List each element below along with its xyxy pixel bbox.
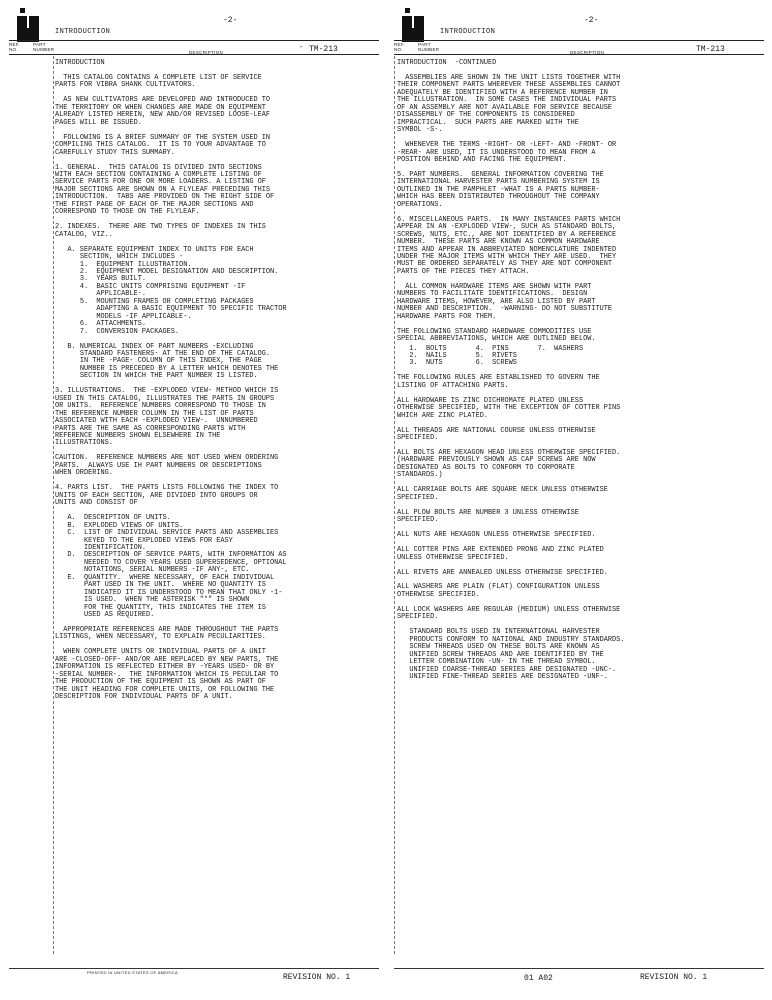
- tm-number: TM-213: [309, 45, 338, 54]
- paragraph: ASSEMBLIES ARE SHOWN IN THE UNIT LISTS TOGETHER WITH THEIR COMPONENT PARTS WHEREVER THESE ASSEMBLIES CANNOT ADEQUATELY BE IDENTIFIED WITH A REFERENCE NUMBER IN THE ILLUSTRATION. IN SOME CASES THE INDIVIDUAL PARTS OF AN ASSEMBLY ARE NOT AVAILABLE FOR SERVICE BECAUSE DISASSEMBLY OF THE COMPONENTS IS CONSIDERED IMPRACTICAL. SUCH PARTS ARE MARKED WITH THE SYMBOL -S-.: [397, 73, 621, 135]
- paragraph: WHEN COMPLETE UNITS OR INDIVIDUAL PARTS OF A UNIT ARE -CLOSED-OFF- AND/OR ARE REPLACED BY NEW PARTS, THE INFORMATION IS REFLECTED EITHER BY -YEARS USED- OR BY -SERIAL NUMBER-. THE INFORMATION WHICH IS PECULIAR TO THE PRODUCTION OF THE EQUIPMENT IS SHOWN AS PART OF THE UNIT HEADING FOR COMPLETE UNITS, OR FOLLOWING THE DESCRIPTION FOR INDIVIDUAL PARTS OF A UNIT.: [55, 648, 279, 702]
- paragraph: ALL COMMON HARDWARE ITEMS ARE SHOWN WITH PART NUMBERS TO FACILITATE IDENTIFICATIONS. DESIGN HARDWARE ITEMS, HOWEVER, ARE ALSO LISTED BY PART NUMBER AND DESCRIPTION. -WARNING- DO NOT SUBSTITUTE HARDWARE PARTS FOR THEM.: [397, 282, 613, 321]
- header-title: INTRODUCTION: [440, 28, 496, 36]
- page-number: -2-: [584, 16, 599, 25]
- number-label: NUMBER: [418, 47, 440, 52]
- rule-item: ALL THREADS ARE NATIONAL COURSE UNLESS OTHERWISE SPECIFIED.: [397, 426, 596, 443]
- column-header-rule: [394, 54, 764, 55]
- paragraph: THIS CATALOG CONTAINS A COMPLETE LIST OF SERVICE PARTS FOR VIBRA SHANK CULTIVATORS.: [55, 73, 262, 90]
- abbreviations-intro: THE FOLLOWING STANDARD HARDWARE COMMODITIES USE SPECIAL ABBREVIATIONS, WHICH ARE OUTLINED BELOW.: [397, 327, 596, 344]
- column-header-rule: [9, 54, 379, 55]
- rule-item: STANDARD BOLTS USED IN INTERNATIONAL HARVESTER PRODUCTS CONFORM TO NATIONAL AND INDUSTRY STANDARDS. SCREW THREADS USED ON THESE BOLTS ARE KNOWN AS UNIFIED SCREW THREADS AND ARE IDENTIFIED BY THE LETTER COMBINATION -UN- IN THE THREAD SYMBOL. UNIFIED COARSE-THREAD SERIES ARE DESIGNATED -UNC-. UNIFIED FINE-THREAD SERIES ARE DESIGNATED -UNF-.: [409, 628, 625, 681]
- paragraph-indexes: 2. INDEXES. THERE ARE TWO TYPES OF INDEXES IN THIS CATALOG, VIZ..: [55, 223, 266, 239]
- ih-logo-icon: [402, 8, 426, 42]
- footer-rule: [394, 968, 764, 969]
- left-page: [9, 8, 379, 993]
- paragraph: FOLLOWING IS A BRIEF SUMMARY OF THE SYSTEM USED IN COMPILING THIS CATALOG. IT IS TO YOUR ADVANTAGE TO CAREFULLY STUDY THIS SUMMARY.: [55, 133, 271, 157]
- section-heading: INTRODUCTION: [55, 59, 105, 67]
- rule-item: THE FOLLOWING RULES ARE ESTABLISHED TO GOVERN THE LISTING OF ATTACHING PARTS.: [397, 374, 600, 390]
- column-header-description: DESCRIPTION: [189, 50, 224, 55]
- footer-printed-note: PRINTED IN UNITED STATES OF AMERICA: [87, 970, 179, 975]
- column-header-part-number: [33, 42, 73, 52]
- index-list-a: A. SEPARATE EQUIPMENT INDEX TO UNITS FOR EACH SECTION, WHICH INCLUDES - 1. EQUIPMENT ILLUSTRATION. 2. EQUIPMENT MODEL DESIGNATION AND DESCRIPTION. 3. YEARS BUILT. 4. BASIC UNITS COMPRISING EQUIPMENT -IF APPLICABLE-. 5. MOUNTING FRAMES OR COMPLETING PACKAGES ADAPTING A BASIC EQUIPMENT TO SPECIFIC TRACTOR MODELS -IF APPLICABLE-. 6. ATTACHMENTS. 7. CONVERSION PACKAGES.: [67, 245, 287, 336]
- tm-dash: -: [299, 44, 304, 52]
- margin-line: [394, 56, 395, 954]
- rule-item: ALL BOLTS ARE HEXAGON HEAD UNLESS OTHERWISE SPECIFIED. (HARDWARE PREVIOUSLY SHOWN AS CAP SCREWS ARE NOW DESIGNATED AS BOLTS TO CONFORM TO CORPORATE STANDARDS.): [397, 449, 621, 480]
- part-label: PART: [418, 42, 431, 47]
- paragraph-parts-list: 4. PARTS LIST. THE PARTS LISTS FOLLOWING THE INDEX TO UNITS OF EACH SECTION, ARE DIVIDED INTO GROUPS OR UNITS AND CONSIST OF: [55, 484, 279, 508]
- header-rule: [394, 40, 764, 41]
- column-header-part-number: [418, 42, 458, 52]
- column-header-description: DESCRIPTION: [570, 50, 605, 55]
- footer-rule: [9, 968, 379, 969]
- rule-item: ALL CARRIAGE BOLTS ARE SQUARE NECK UNLESS OTHERWISE SPECIFIED.: [397, 486, 608, 502]
- paragraph: WHENEVER THE TERMS -RIGHT- OR -LEFT- AND -FRONT- OR -REAR- ARE USED, IT IS UNDERSTOOD TO MEAN FROM A POSITION BEHIND AND FACING THE EQUIPMENT.: [397, 141, 617, 164]
- rule-item: ALL NUTS ARE HEXAGON UNLESS OTHERWISE SPECIFIED.: [397, 531, 596, 540]
- index-list-b: B. NUMERICAL INDEX OF PART NUMBERS -EXCLUDING STANDARD FASTENERS- AT THE END OF THE CATALOG. IN THE -PAGE- COLUMN OF THIS INDEX, THE PAGE NUMBER IS PRECEDED BY A LETTER WHICH DENOTES THE SECTION IN WHICH THE PART NUMBER IS LISTED.: [67, 342, 279, 381]
- rule-item: ALL PLOW BOLTS ARE NUMBER 3 UNLESS OTHERWISE SPECIFIED.: [397, 508, 579, 525]
- paragraph-caution: CAUTION. REFERENCE NUMBERS ARE NOT USED WHEN ORDERING PARTS. ALWAYS USE IH PART NUMBERS OR DESCRIPTIONS WHEN ORDERING.: [55, 454, 279, 478]
- margin-line: [53, 56, 54, 954]
- section-heading: INTRODUCTION -CONTINUED: [397, 59, 497, 67]
- parts-list-items: A. DESCRIPTION OF UNITS. B. EXPLODED VIEWS OF UNITS. C. LIST OF INDIVIDUAL SERVICE PARTS AND ASSEMBLIES KEYED TO THE EXPLODED VIEWS FOR EASY IDENTIFICATION. D. DESCRIPTION OF SERVICE PARTS, WITH INFORMATION AS NEEDED TO COVER YEARS USED SUPERSEDENCE, OPTIONAL NOTATIONS, SERIAL NUMBERS -IF ANY-, ETC. E. QUANTITY. WHERE NECESSARY, OF EACH INDIVIDUAL PART USED IN THE UNIT. WHERE NO QUANTITY IS INDICATED IT IS UNDERSTOOD TO MEAN THAT ONLY -1- IS USED. WHEN THE ASTERISK "*" IS SHOWN FOR THE QUANTITY, THIS INDICATES THE ITEM IS USED AS REQUIRED.: [67, 514, 287, 620]
- paragraph-general: 1. GENERAL. THIS CATALOG IS DIVIDED INTO SECTIONS WITH EACH SECTION CONTAINING A COMPLETE LISTING OF SERVICE PARTS FOR ONE OR MORE LOADERS. A LISTING OF MAJOR SECTIONS ARE SHOWN ON A FLYLEAF PRECEDING THIS INTRODUCTION. TABS ARE PROVIDED ON THE RIGHT SIDE OF THE FIRST PAGE OF EACH OF THE MAJOR SECTIONS AND CORRESPOND TO THOSE ON THE FLYLEAF.: [55, 163, 275, 217]
- column-header-ref: [9, 42, 23, 52]
- left-page-body: [55, 60, 373, 709]
- right-page-body: [397, 60, 759, 689]
- rule-item: ALL LOCK WASHERS ARE REGULAR (MEDIUM) UNLESS OTHERWISE SPECIFIED.: [397, 605, 621, 622]
- rule-item: ALL WASHERS ARE PLAIN (FLAT) CONFIGURATION UNLESS OTHERWISE SPECIFIED.: [397, 583, 600, 599]
- footer-code: 01 A02: [524, 974, 553, 983]
- paragraph-misc-parts: 6. MISCELLANEOUS PARTS. IN MANY INSTANCES PARTS WHICH APPEAR IN AN -EXPLODED VIEW-, SUCH AS STANDARD BOLTS, SCREWS, NUTS, ETC., ARE NOT IDENTIFIED BY A REFERENCE NUMBER. THESE PARTS ARE KNOWN AS COMMON HARDWARE ITEMS AND APPEAR IN ABBREVIATED NOMENCLATURE INDENTED UNDER THE MAJOR ITEMS WITH WHICH THEY ARE USED. THEY MUST BE ORDERED SEPARATELY AS THEY ARE NOT COMPONENT PARTS OF THE PIECES THEY ATTACH.: [397, 215, 621, 276]
- footer-revision: REVISION NO. 1: [283, 973, 351, 982]
- ih-logo-icon: [17, 8, 41, 42]
- rule-item: ALL RIVETS ARE ANNEALED UNLESS OTHERWISE SPECIFIED.: [397, 568, 608, 577]
- header-rule: [9, 40, 379, 41]
- right-page: [394, 8, 764, 993]
- paragraph: AS NEW CULTIVATORS ARE DEVELOPED AND INTRODUCED TO THE TERRITORY OR WHEN CHANGES ARE MADE ON EQUIPMENT ALREADY LISTED HEREIN, NEW AND/OR REVISED LOOSE-LEAF PAGES WILL BE ISSUED.: [55, 96, 271, 127]
- paragraph: APPROPRIATE REFERENCES ARE MADE THROUGHOUT THE PARTS LISTINGS, WHEN NECESSARY, TO EXPLAIN PECULIARITIES.: [55, 626, 279, 642]
- ref-label: REF.: [9, 42, 20, 47]
- footer-revision: REVISION NO. 1: [640, 973, 708, 982]
- ref-label: REF.: [394, 42, 405, 47]
- rule-item: ALL COTTER PINS ARE EXTENDED PRONG AND ZINC PLATED UNLESS OTHERWISE SPECIFIED.: [397, 546, 604, 562]
- tm-number: TM-213: [696, 45, 725, 54]
- paragraph-part-numbers: 5. PART NUMBERS. GENERAL INFORMATION COVERING THE INTERNATIONAL HARVESTER PARTS NUMBERING SYSTEM IS OUTLINED IN THE PAMPHLET -WHAT IS A PARTS NUMBER- WHICH HAS BEEN DISTRIBUTED THROUGHOUT THE COMPANY OPERATIONS.: [397, 170, 604, 209]
- ref-no-label: NO.: [394, 47, 403, 52]
- paragraph-illustrations: 3. ILLUSTRATIONS. THE -EXPLODED VIEW- METHOD WHICH IS USED IN THIS CATALOG, ILLUSTRATES THE PARTS IN GROUPS OR UNITS. REFERENCE NUMBERS CORRESPOND TO THOSE IN THE REFERENCE NUMBER COLUMN IN THE LIST OF PARTS ASSOCIATED WITH EACH -EXPLODED VIEW-. UNNUMBERED PARTS ARE THE SAME AS CORRESPONDING PARTS WITH REFERENCE NUMBERS SHOWN ELSEWHERE IN THE ILLUSTRATIONS.: [55, 387, 279, 448]
- page-number: -2-: [223, 16, 238, 25]
- rule-item: ALL HARDWARE IS ZINC DICHROMATE PLATED UNLESS OTHERWISE SPECIFIED, WITH THE EXCEPTION OF COTTER PINS WHICH ARE ZINC PLATED.: [397, 396, 621, 420]
- abbreviations-list: 1. BOLTS 4. PINS 7. WASHERS 2. NAILS 5. RIVETS 3. NUTS 6. SCREWS: [409, 344, 584, 368]
- header-title: INTRODUCTION: [55, 28, 111, 36]
- column-header-ref: [394, 42, 408, 52]
- ref-no-label: NO.: [9, 47, 18, 52]
- number-label: NUMBER: [33, 47, 55, 52]
- part-label: PART: [33, 42, 46, 47]
